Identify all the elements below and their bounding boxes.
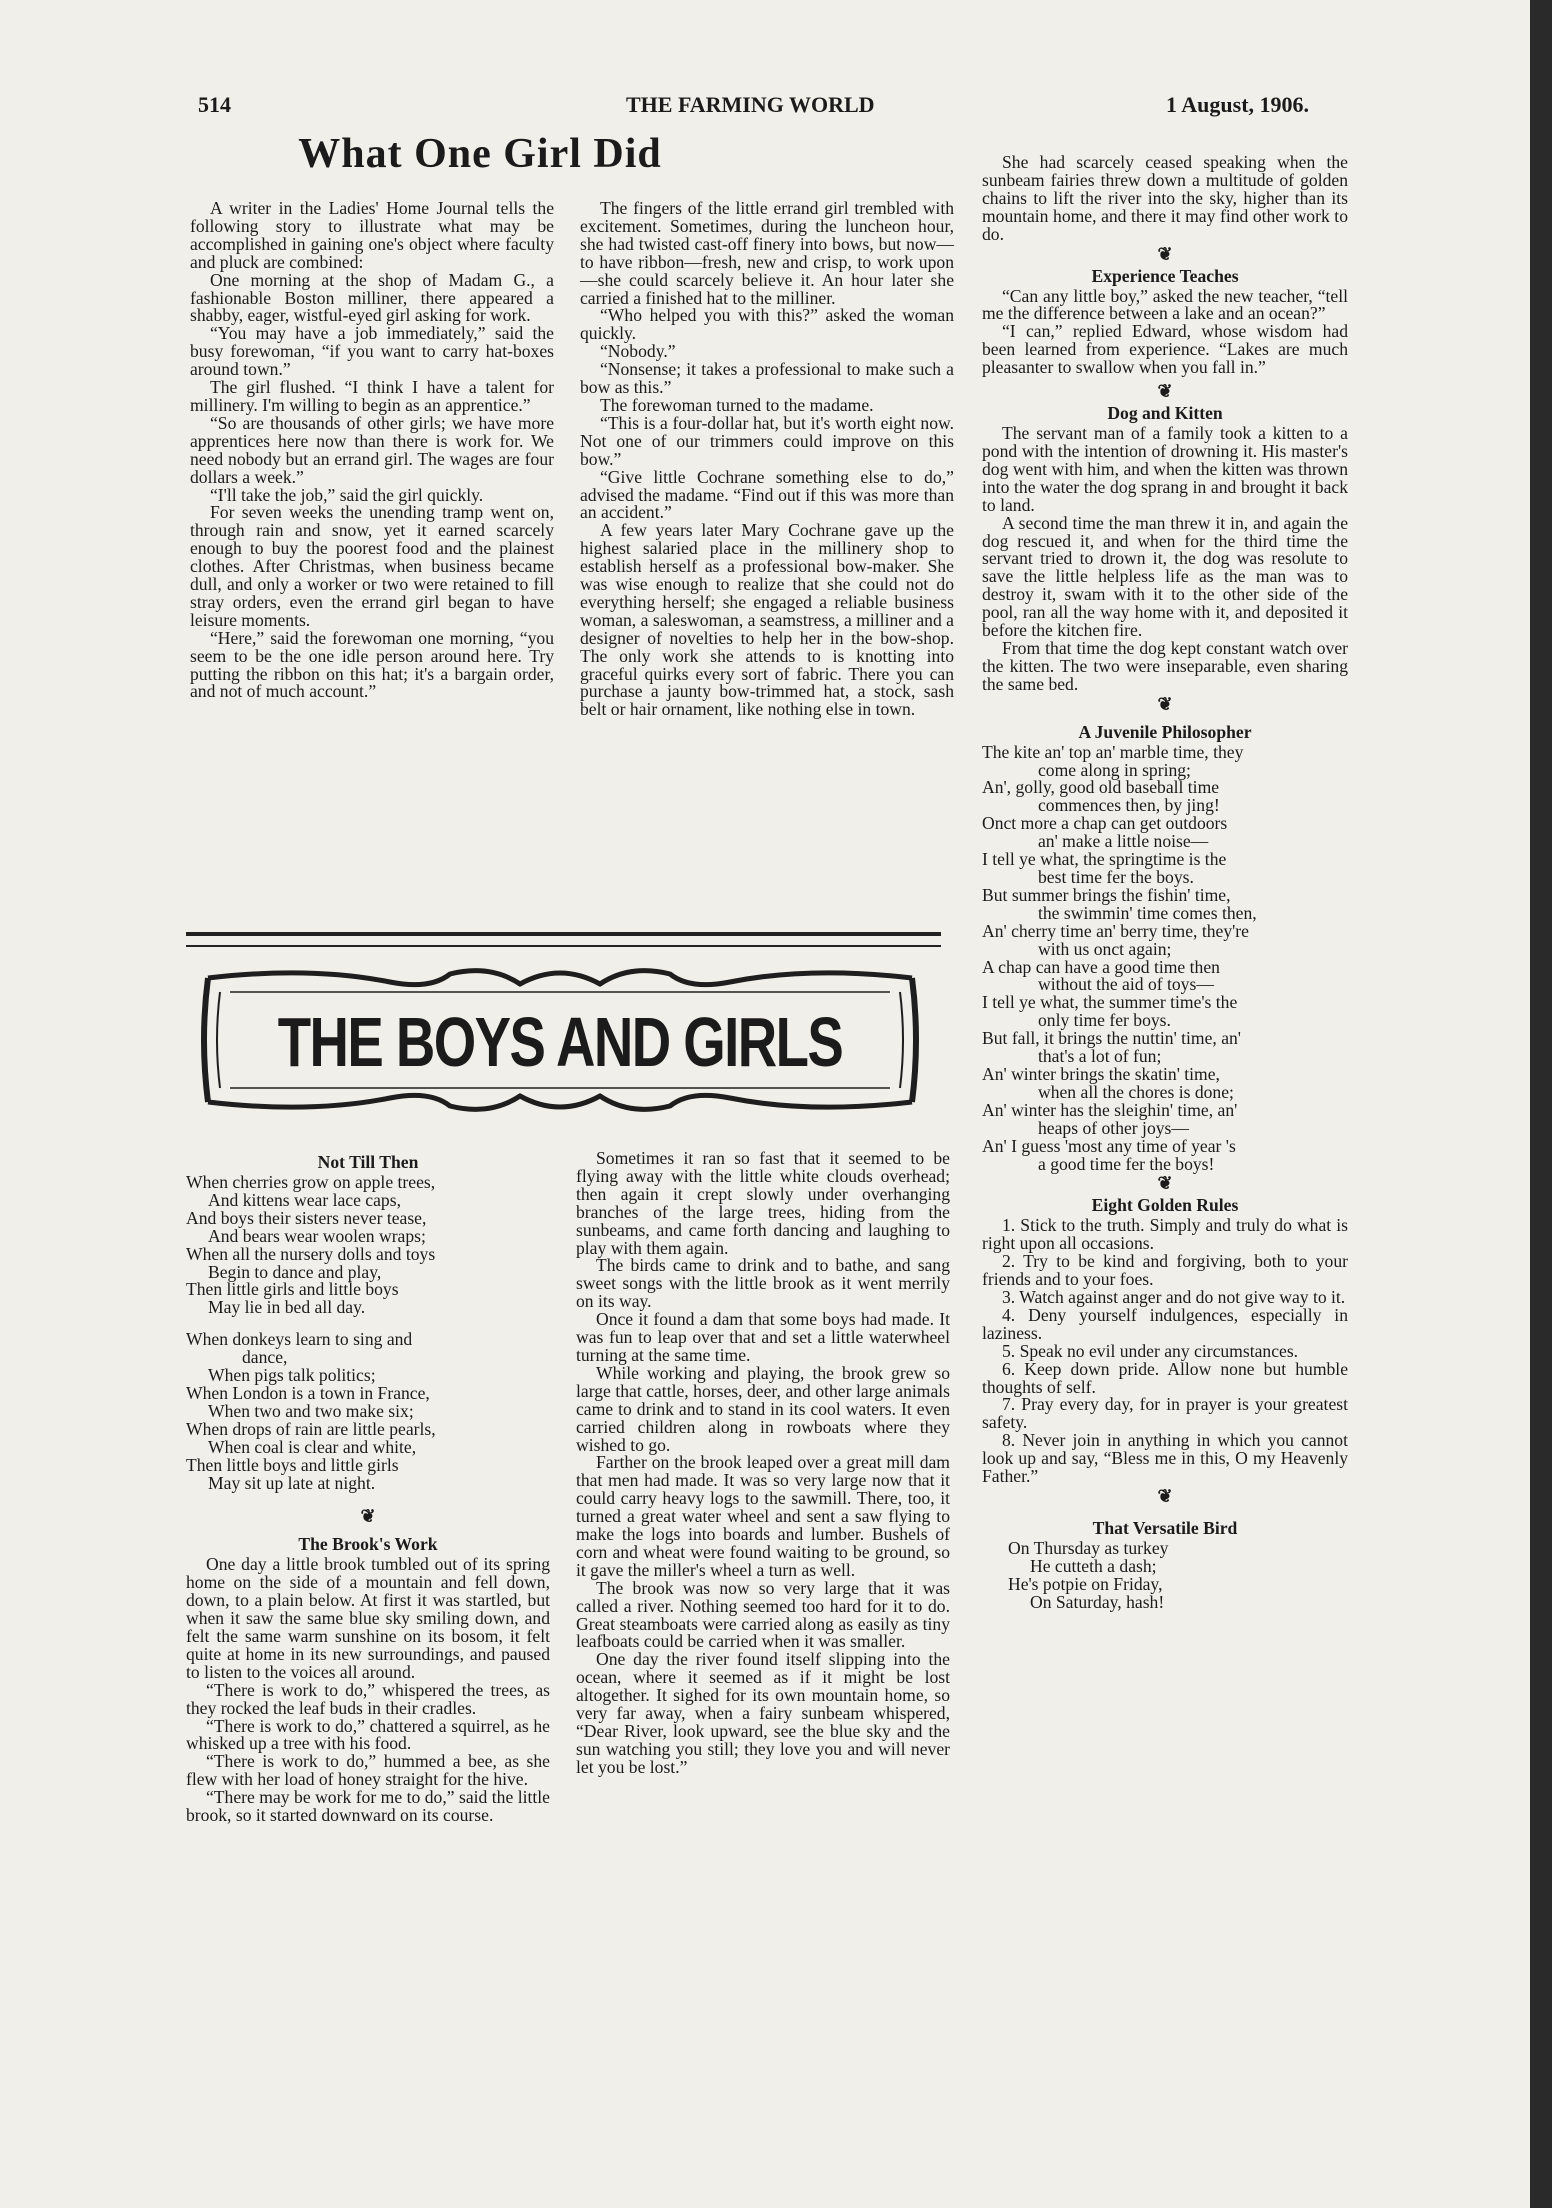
poem-title-not-till-then: Not Till Then bbox=[317, 1152, 419, 1172]
rule-item: 1. Stick to the truth. Simply and truly do what is right upon all occasions. bbox=[982, 1215, 1348, 1254]
bottom-column-1 bbox=[186, 1150, 550, 1825]
paragraph: The girl flushed. “I think I have a talent for millinery. I'm willing to begin as an apprentice.” bbox=[190, 377, 554, 415]
poem-line: I tell ye what, the summer time's the bbox=[982, 992, 1238, 1013]
ornament-icon: ❦ bbox=[1157, 381, 1173, 402]
poem-line: He's potpie on Friday, bbox=[1008, 1573, 1163, 1594]
poem-line: And kittens wear lace caps, bbox=[208, 1189, 401, 1210]
paragraph: For seven weeks the unending tramp went on, through rain and snow, yet it earned scarcely enough to buy the poorest food and the plainest clothes. After Christmas, when business became dull, and only a worker or two were retained to fill stray orders, even the errand girl began to have leisure moments. bbox=[190, 502, 554, 630]
poem-line: without the aid of toys— bbox=[1038, 974, 1214, 995]
poem-line: An', golly, good old baseball time bbox=[982, 777, 1220, 798]
paragraph: A few years later Mary Cochrane gave up the highest salaried place in the millinery shop to establish herself as a professional bow-maker. She was wise enough to realize that she could not do everything herself; she engaged a reliable business woman, a saleswoman, a seamstress, a milliner and a designer of novelties to help her in the bow-shop. The only work she attends to is knotting into graceful quirks every sort of fabric. There you can purchase a jaunty bow-trimmed hat, a stock, sash belt or hair ornament, like nothing else in town. bbox=[580, 520, 954, 720]
poem-line: But summer brings the fishin' time, bbox=[982, 884, 1231, 905]
poem-line: with us onct again; bbox=[1038, 938, 1172, 959]
poem-line: An' winter brings the skatin' time, bbox=[982, 1063, 1220, 1084]
paragraph: “Nobody.” bbox=[600, 341, 676, 362]
publication-name: THE FARMING WORLD bbox=[626, 92, 875, 117]
poem-line: A chap can have a good time then bbox=[982, 956, 1220, 977]
poem-line: best time fer the boys. bbox=[1038, 867, 1194, 887]
poem-title-juvenile-philosopher: A Juvenile Philosopher bbox=[1078, 721, 1252, 742]
poem-line: An' winter has the sleighin' time, an' bbox=[982, 1099, 1238, 1120]
paragraph: “Who helped you with this?” asked the woman quickly. bbox=[580, 305, 954, 344]
poem-line: Begin to dance and play, bbox=[208, 1261, 382, 1282]
paragraph: “I'll take the job,” said the girl quickly. bbox=[210, 484, 484, 505]
poem-line: And bears wear woolen wraps; bbox=[208, 1225, 426, 1246]
paragraph: From that time the dog kept constant watch over the kitten. The two were inseparable, even sharing the same bed. bbox=[982, 637, 1348, 694]
poem-line: I tell ye what, the springtime is the bbox=[982, 849, 1227, 870]
ornament-icon: ❦ bbox=[1157, 243, 1173, 264]
ornament-icon: ❦ bbox=[1157, 693, 1173, 714]
poem-line: The kite an' top an' marble time, they bbox=[982, 741, 1244, 762]
paragraph: One day the river found itself slipping into the ocean, where it seemed as if it might be lost altogether. It sighed for its own mountain home, so very far away, when a fairy sunbeam whispered, “Dear River, look upward, see the blue sky and the sun watching you still; they love you and will never let you be lost.” bbox=[576, 1649, 950, 1777]
paragraph: “There is work to do,” chattered a squirrel, as he whisked up a tree with his food. bbox=[186, 1715, 550, 1754]
paragraph: Farther on the brook leaped over a great mill dam that men had made. It was so very large now that it could carry heavy logs to the sawmill. There, too, it turned a great water wheel and sent a saw flying to make the logs into boards and lumber. Bushels of corn and wheat were found waiting to be ground, so it gave the miller's wheel a turn as well. bbox=[576, 1452, 950, 1580]
poem-line: An' cherry time an' berry time, they're bbox=[982, 920, 1249, 941]
poem-line: Onct more a chap can get outdoors bbox=[982, 813, 1228, 834]
bottom-column-2 bbox=[576, 1150, 950, 1777]
rule-item: 6. Keep down pride. Allow none but humble thoughts of self. bbox=[982, 1358, 1348, 1397]
article-title-brooks-work: The Brook's Work bbox=[298, 1534, 438, 1555]
rule-item: 2. Try to be kind and forgiving, both to your friends and to your foes. bbox=[982, 1251, 1348, 1290]
paragraph: “There is work to do,” whispered the trees, as they rocked the leaf buds in their cradles. bbox=[186, 1679, 550, 1718]
poem-not-till-then bbox=[186, 1174, 550, 1492]
article1-column-2 bbox=[580, 200, 954, 719]
ornament-icon: ❦ bbox=[360, 1506, 376, 1527]
paragraph: “So are thousands of other girls; we have more apprentices here now than there is work for. We need nobody but an errand girl. The wages are four dollars a week.” bbox=[190, 412, 554, 487]
poem-line: When pigs talk politics; bbox=[208, 1365, 376, 1386]
poem-line: When donkeys learn to sing and bbox=[186, 1329, 413, 1350]
section-banner bbox=[190, 956, 930, 1124]
paragraph: “You may have a job immediately,” said the busy forewoman, “if you want to carry hat-boxes around town.” bbox=[190, 323, 554, 380]
article-title-what-one-girl-did: What One Girl Did bbox=[298, 131, 662, 177]
scan-edge bbox=[1530, 0, 1552, 2208]
rule-item: 8. Never join in anything in which you cannot look up and say, “Bless me in this, O my Heavenly Father.” bbox=[982, 1430, 1348, 1487]
poem-line: that's a lot of fun; bbox=[1038, 1046, 1162, 1067]
paragraph: She had scarcely ceased speaking when the sunbeam fairies threw down a multitude of golden chains to lift the river into the sky, higher than its mountain home, and there it may find other work to do. bbox=[982, 152, 1348, 244]
paragraph: A second time the man threw it in, and again the dog rescued it, and when for the third time the servant tried to drown it, the dog was resolute to save the little helpless life as the man was to destroy it, swam with it to the other side of the pool, ran all the way home with it, and deposited it before the kitchen fire. bbox=[982, 512, 1348, 641]
poem-line: An' I guess 'most any time of year 's bbox=[982, 1135, 1236, 1156]
page-number: 514 bbox=[198, 92, 231, 117]
poem-juvenile-philosopher bbox=[982, 741, 1348, 1174]
poem-line: And boys their sisters never tease, bbox=[186, 1207, 427, 1228]
article-title-dog-and-kitten: Dog and Kitten bbox=[1107, 403, 1223, 424]
paragraph: “There is work to do,” hummed a bee, as she flew with her load of honey straight for the hive. bbox=[186, 1751, 550, 1790]
poem-title-versatile-bird: That Versatile Bird bbox=[1092, 1518, 1238, 1538]
paragraph: The fingers of the little errand girl trembled with excitement. Sometimes, during the luncheon hour, she had twisted cast-off finery into bows, but now—to have ribbon—fresh, new and crisp, to work upon—she could scarcely believe it. An hour later she carried a finished hat to the milliner. bbox=[580, 198, 954, 308]
right-column bbox=[982, 154, 1348, 1612]
article-title-experience-teaches: Experience Teaches bbox=[1091, 265, 1239, 286]
paragraph: “This is a four-dollar hat, but it's worth eight now. Not one of our trimmers could improve on this bow.” bbox=[580, 412, 954, 469]
poem-line: Then little boys and little girls bbox=[186, 1454, 399, 1475]
poem-line: When coal is clear and white, bbox=[208, 1436, 417, 1457]
paragraph: “There may be work for me to do,” said the little brook, so it started downward on its course. bbox=[186, 1787, 550, 1826]
paragraph: Sometimes it ran so fast that it seemed to be flying away with the little white clouds overhead; then again it crept slowly under overhanging branches of the large trees, hiding from the sunbeams, and came forth dancing and laughing to play with them again. bbox=[576, 1148, 950, 1258]
poem-line: commences then, by jing! bbox=[1038, 795, 1220, 816]
poem-line: May sit up late at night. bbox=[208, 1472, 376, 1493]
poem-line: May lie in bed all day. bbox=[208, 1297, 366, 1318]
poem-line: On Saturday, hash! bbox=[1030, 1591, 1165, 1612]
poem-line: When London is a town in France, bbox=[186, 1382, 430, 1403]
poem-line: Then little girls and little boys bbox=[186, 1279, 399, 1300]
rule-item: 3. Watch against anger and do not give way to it. bbox=[1002, 1287, 1346, 1308]
rule-item: 4. Deny yourself indulgences, especially in laziness. bbox=[982, 1304, 1348, 1343]
paragraph: The forewoman turned to the madame. bbox=[600, 394, 874, 415]
section-banner-title: THE BOYS AND GIRLS bbox=[277, 1003, 843, 1081]
paragraph: A writer in the Ladies' Home Journal tells the following story to illustrate what may be accomplished in gaining one's object where faculty and pluck are combined: bbox=[190, 198, 554, 272]
rule-item: 7. Pray every day, for in prayer is your greatest safety. bbox=[982, 1394, 1348, 1433]
poem-line: when all the chores is done; bbox=[1038, 1081, 1234, 1102]
paragraph: While working and playing, the brook grew so large that cattle, horses, deer, and other large animals came to drink and to stand in its cool waters. It even carried children along in rowboats where they wished to go. bbox=[576, 1362, 950, 1455]
paragraph: “Nonsense; it takes a professional to make such a bow as this.” bbox=[580, 359, 954, 398]
paragraph: “Give little Cochrane something else to do,” advised the madame. “Find out if this was more than an accident.” bbox=[580, 466, 954, 523]
ornament-icon: ❦ bbox=[1157, 1173, 1173, 1194]
ornament-icon: ❦ bbox=[1157, 1486, 1173, 1506]
poem-line: heaps of other joys— bbox=[1038, 1117, 1189, 1138]
paragraph: “I can,” replied Edward, whose wisdom had been learned from experience. “Lakes are much pleasanter to swallow when you fall in.” bbox=[982, 321, 1348, 378]
article-title-eight-golden-rules: Eight Golden Rules bbox=[1091, 1195, 1239, 1216]
section-divider-rule bbox=[186, 932, 941, 947]
paragraph: “Here,” said the forewoman one morning, “you seem to be the one idle person around here. Try putting the ribbon on this hat; it's a bargain order, and not of much account.” bbox=[190, 627, 554, 702]
poem-line: dance, bbox=[242, 1347, 288, 1368]
poem-line: a good time fer the boys! bbox=[1038, 1153, 1215, 1174]
paragraph: Once it found a dam that some boys had made. It was fun to leap over that and set a little waterwheel turning at the same time. bbox=[576, 1309, 950, 1365]
paragraph: The birds came to drink and to bathe, and sang sweet songs with the little brook as it went merrily on its way. bbox=[576, 1255, 950, 1312]
paragraph: One morning at the shop of Madam G., a fashionable Boston milliner, there appeared a shabby, eager, wistful-eyed girl asking for work. bbox=[190, 269, 554, 326]
poem-line: the swimmin' time comes then, bbox=[1038, 902, 1257, 923]
rule-item: 5. Speak no evil under any circumstances. bbox=[1002, 1340, 1299, 1361]
poem-line: When cherries grow on apple trees, bbox=[186, 1172, 436, 1192]
article1-column-1 bbox=[190, 200, 554, 701]
issue-date: 1 August, 1906. bbox=[1166, 92, 1310, 117]
paragraph: The servant man of a family took a kitten to a pond with the intention of drowning it. His master's dog went with him, and when the kitten was thrown into the water the dog sprang in and brought it back to land. bbox=[982, 423, 1348, 515]
paragraph: “Can any little boy,” asked the new teacher, “tell me the difference between a lake and an ocean?” bbox=[982, 285, 1348, 324]
paragraph: The brook was now so very large that it was called a river. Nothing seemed too hard for it to do. Great steamboats were carried along as easily as tiny leafboats could be carried when it was smaller. bbox=[576, 1577, 950, 1652]
paragraph: One day a little brook tumbled out of its spring home on the side of a mountain and fell down, down, to a plain below. At first it was startled, but when it saw the same blue sky smiling down, and felt the same warm sunshine on its bosom, it felt quite at home in its new surroundings, and paused to listen to the voices all around. bbox=[186, 1554, 550, 1682]
poem-line: When all the nursery dolls and toys bbox=[186, 1243, 436, 1264]
poem-line: When two and two make six; bbox=[208, 1400, 414, 1421]
poem-line: an' make a little noise— bbox=[1038, 831, 1209, 852]
poem-versatile-bird bbox=[982, 1540, 1348, 1612]
poem-line: He cutteth a dash; bbox=[1030, 1555, 1157, 1576]
poem-line: On Thursday as turkey bbox=[1008, 1538, 1169, 1558]
poem-line: only time fer boys. bbox=[1038, 1010, 1171, 1031]
poem-line: When drops of rain are little pearls, bbox=[186, 1418, 436, 1439]
poem-line: But fall, it brings the nuttin' time, an' bbox=[982, 1028, 1241, 1049]
poem-line: come along in spring; bbox=[1038, 759, 1191, 780]
